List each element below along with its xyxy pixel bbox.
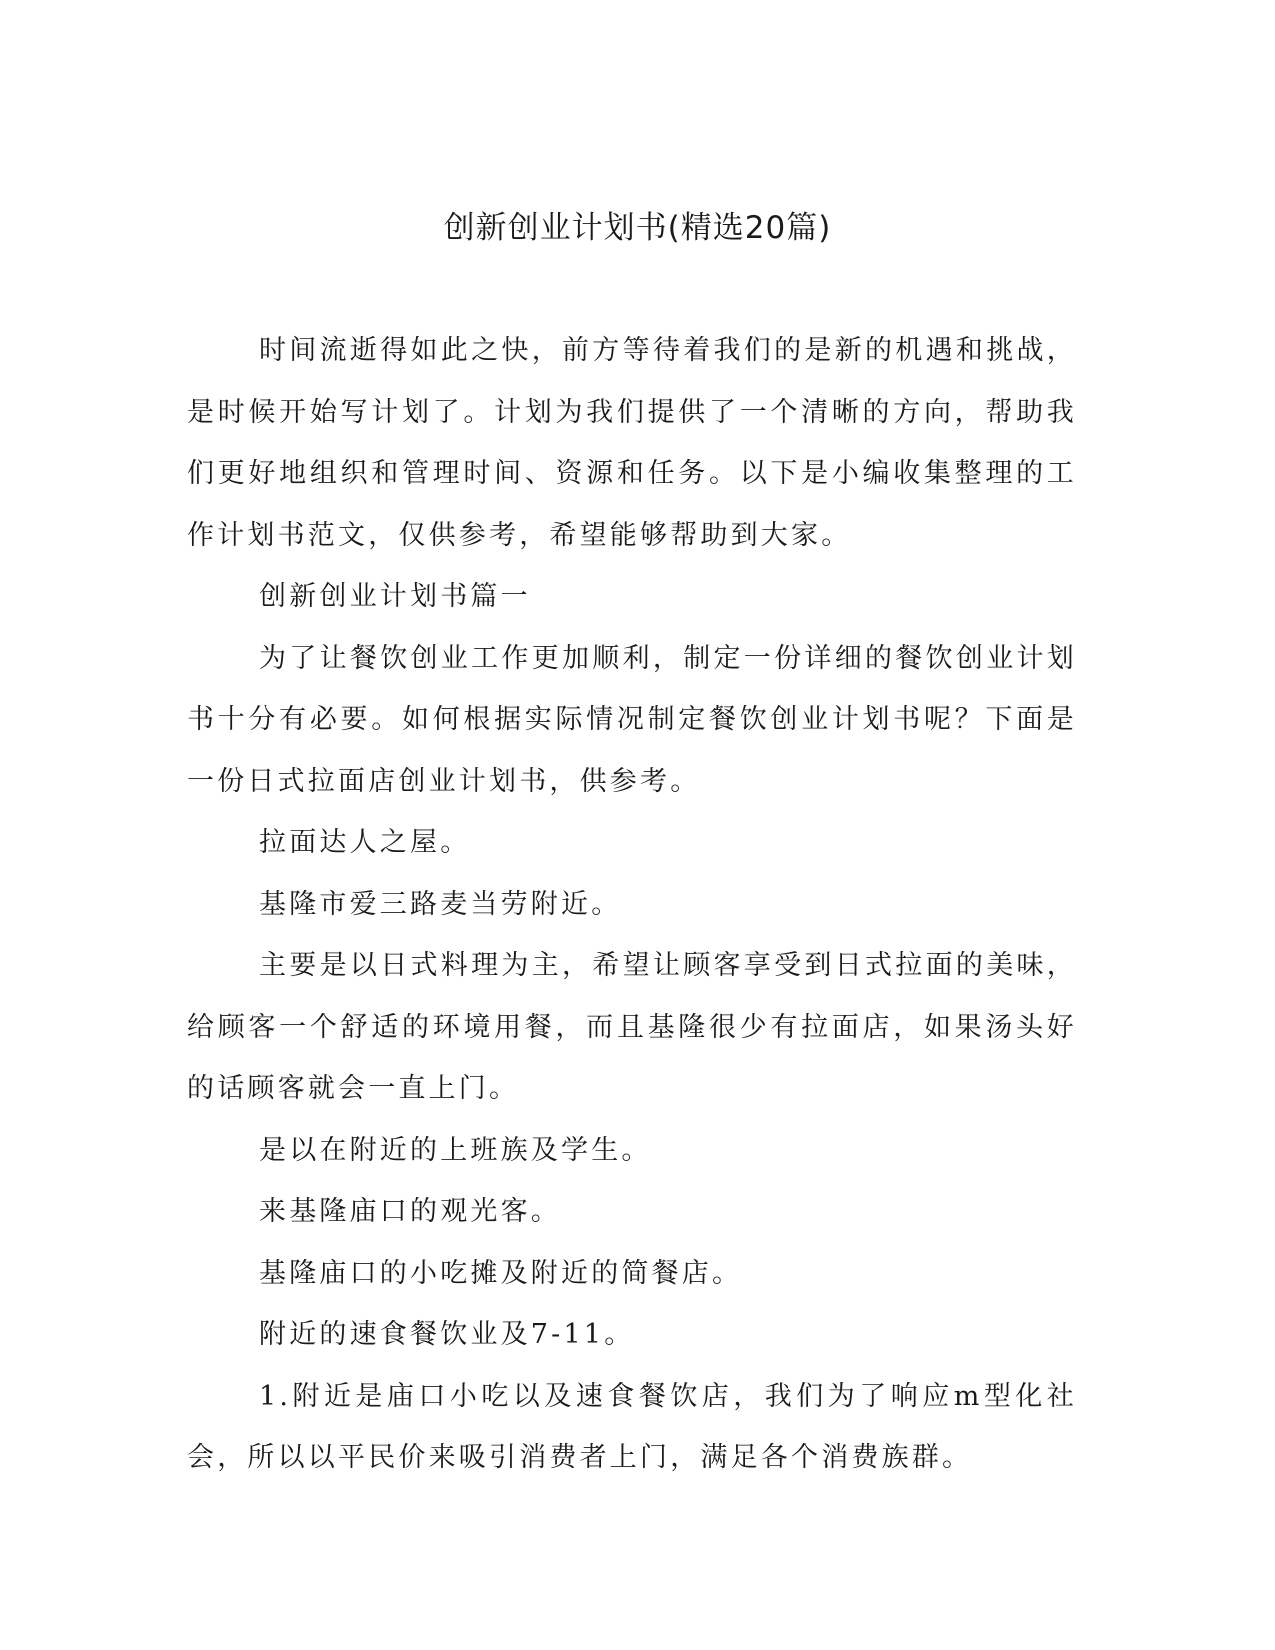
paragraph: 为了让餐饮创业工作更加顺利，制定一份详细的餐饮创业计划书十分有必要。如何根据实际情况制定餐饮创业计划书呢？下面是一份日式拉面店创业计划书，供参考。 xyxy=(187,642,1077,797)
paragraph: 主要是以日式料理为主，希望让顾客享受到日式拉面的美味，给顾客一个舒适的环境用餐，而且基隆很少有拉面店，如果汤头好的话顾客就会一直上门。 xyxy=(187,950,1077,1104)
paragraph: 基隆庙口的小吃摊及附近的简餐店。 xyxy=(259,1257,743,1289)
document-body xyxy=(187,320,1077,1489)
paragraph: 基隆市爱三路麦当劳附近。 xyxy=(259,888,622,920)
document-title: 创新创业计划书(精选20篇) xyxy=(443,210,832,246)
paragraph: 1.附近是庙口小吃以及速食餐饮店，我们为了响应m型化社会，所以以平民价来吸引消费者上门，满足各个消费族群。 xyxy=(187,1380,1077,1473)
section-heading: 创新创业计划书篇一 xyxy=(259,581,531,612)
paragraph-intro: 时间流逝得如此之快，前方等待着我们的是新的机遇和挑战，是时候开始写计划了。计划为我们提供了一个清晰的方向，帮助我们更好地组织和管理时间、资源和任务。以下是小编收集整理的工作计划书范文，仅供参考，希望能够帮助到大家。 xyxy=(187,335,1077,551)
paragraph: 附近的速食餐饮业及7-11。 xyxy=(259,1319,635,1350)
paragraph: 是以在附近的上班族及学生。 xyxy=(259,1134,652,1166)
paragraph: 来基隆庙口的观光客。 xyxy=(259,1196,561,1227)
paragraph: 拉面达人之屋。 xyxy=(259,827,471,858)
